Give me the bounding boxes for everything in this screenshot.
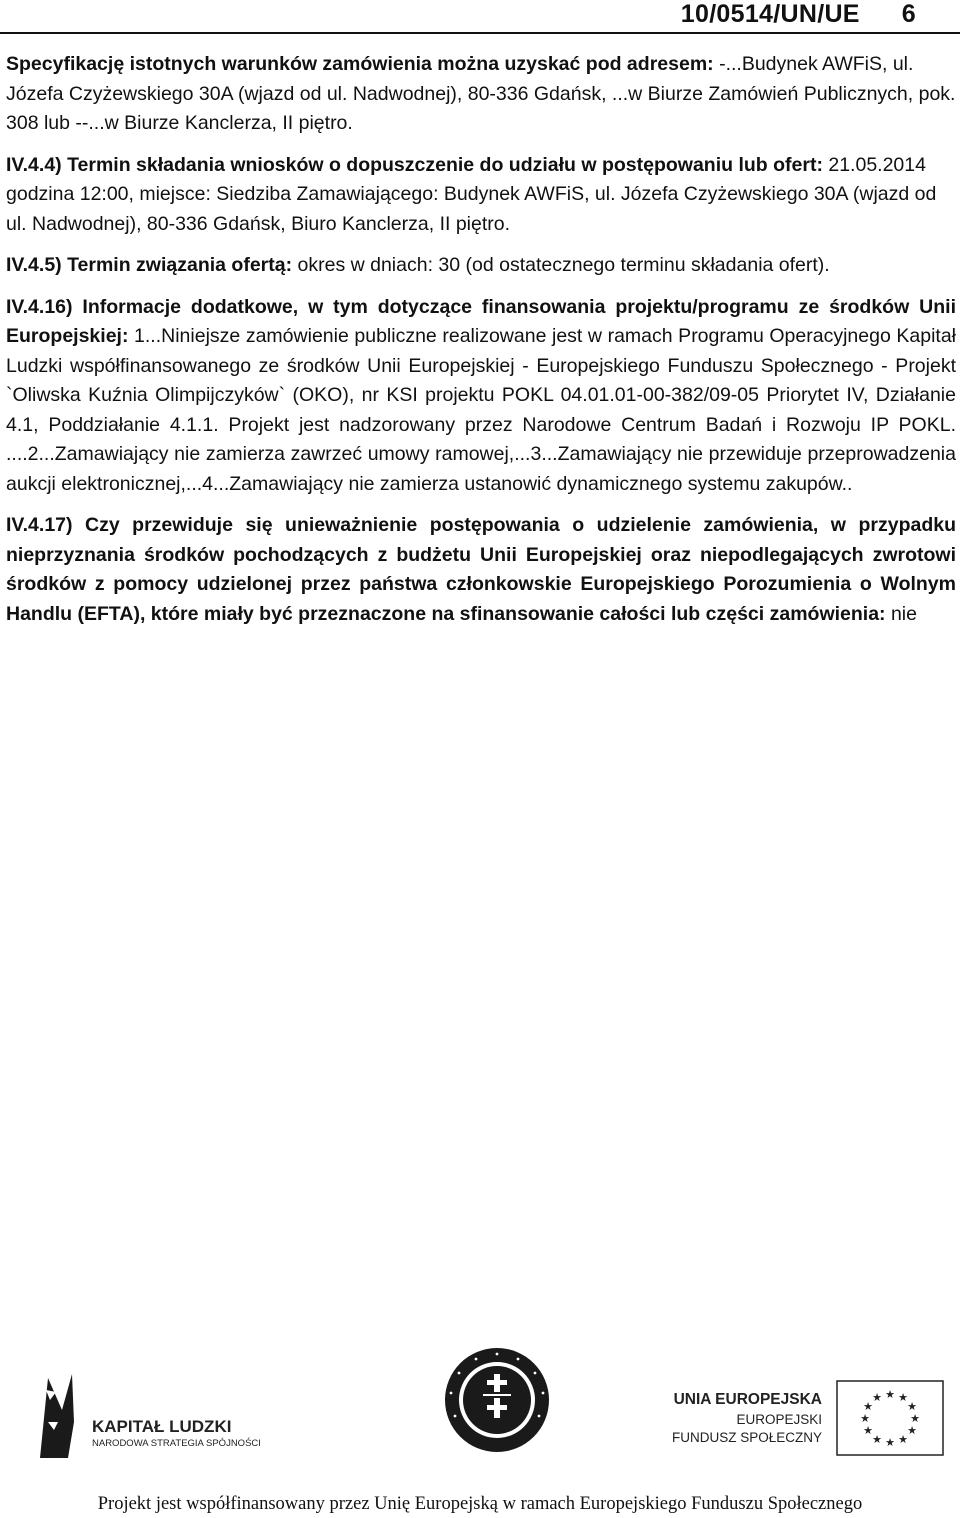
- ue-line1: UNIA EUROPEJSKA: [673, 1391, 822, 1408]
- paragraph-cancellation: [6, 511, 956, 629]
- kapital-ludzki-subtitle: NARODOWA STRATEGIA SPÓJNOŚCI: [92, 1438, 261, 1449]
- paragraph-heading: IV.4.4) Termin składania wniosków o dopuszczenie do udziału w postępowaniu lub ofert:: [6, 153, 823, 176]
- document-body: [6, 50, 956, 635]
- paragraph-additional-info: [6, 293, 956, 500]
- document-id: 10/0514/UN/UE: [680, 0, 860, 28]
- svg-text:★: ★: [863, 1400, 873, 1413]
- academy-seal: [443, 1346, 551, 1454]
- svg-text:★: ★: [860, 1412, 870, 1425]
- logo-strip: [0, 1350, 960, 1490]
- page-number: 6: [901, 0, 916, 28]
- paragraph-heading: IV.4.16) Informacje dodatkowe, w tym dotyczące finansowania projektu/programu ze środków Unii Europejskiej:: [6, 295, 956, 347]
- paragraph-text: 1...Niniejsze zamówienie publiczne realizowane jest w ramach Programu Operacyjnego Kapitał Ludzki współfinansowanego ze środków Unii Europejskiej - Europejskiego Funduszu Społecznego - Projekt `Oliwska Kuźnia Olimpijczyków` (OKO), nr KSI projektu POKL 04.01.01-00-382/09-05 Priorytet IV, Działanie 4.1, Poddziałanie 4.1.1. Projekt jest nadzorowany przez Narodowe Centrum Badań i Rozwoju IP POKL. ....2...Zamawiający nie zamierza zawrzeć umowy ramowej,...3...Zamawiający nie przewiduje przeprowadzenia aukcji elektronicznej,...4...Zamawiający nie zamierza ustanowić dynamicznego systemu zakupów..: [6, 325, 956, 495]
- header-rule: [0, 32, 960, 34]
- svg-text:★: ★: [863, 1424, 873, 1437]
- paragraph-heading: IV.4.5) Termin związania ofertą:: [6, 254, 293, 276]
- svg-text:★: ★: [907, 1400, 917, 1413]
- paragraph-heading: IV.4.17) Czy przewiduje się unieważnienie postępowania o udzielenie zamówienia, w przypadku nieprzyznania środków pochodzących z budżetu Unii Europejskiej oraz niepodlegających zwrotowi środków z pomocy udzielonej przez państwa członkowskie Europejskiego Porozumienia o Wolnym Handlu (EFTA), które miały być przeznaczone na sfinansowanie całości lub części zamówienia:: [6, 514, 956, 625]
- svg-text:★: ★: [885, 1388, 895, 1401]
- svg-text:★: ★: [885, 1436, 895, 1449]
- ue-efs-text-logo: [672, 1388, 828, 1454]
- svg-text:★: ★: [872, 1391, 882, 1404]
- paragraph-specification: [6, 50, 956, 139]
- paragraph-text: nie: [885, 602, 917, 625]
- kapital-ludzki-title: KAPITAŁ LUDZKI: [92, 1417, 232, 1436]
- kapital-ludzki-emblem-icon: [40, 1374, 74, 1458]
- paragraph-text: 21.05.2014 godzina 12:00, miejsce: Siedziba Zamawiającego: Budynek AWFiS, ul. Józefa Czyżewskiego 30A (wjazd od ul. Nadwodnej), 80-336 Gdańsk, Biuro Kanclerza, II piętro.: [6, 153, 937, 235]
- page-header: [681, 0, 916, 29]
- ue-line2: EUROPEJSKI: [736, 1412, 822, 1427]
- paragraph-deadline: [6, 151, 956, 240]
- svg-text:★: ★: [907, 1424, 917, 1437]
- paragraph-heading: Specyfikację istotnych warunków zamówienia można uzyskać pod adresem:: [6, 53, 714, 75]
- svg-text:★: ★: [910, 1412, 920, 1425]
- page-footer: Projekt jest współfinansowany przez Unię Europejską w ramach Europejskiego Funduszu Społecznego: [97, 1494, 863, 1514]
- paragraph-text: -...Budynek AWFiS, ul. Józefa Czyżewskiego 30A (wjazd od ul. Nadwodnej), 80-336 Gdańsk, ...w Biurze Zamówień Publicznych, pok. 308 lub --...w Biurze Kanclerza, II piętro.: [6, 53, 956, 134]
- paragraph-binding-period: [6, 251, 956, 281]
- svg-text:★: ★: [872, 1433, 882, 1446]
- ue-line3: FUNDUSZ SPOŁECZNY: [672, 1430, 822, 1445]
- eu-flag-icon: [836, 1380, 944, 1456]
- svg-text:★: ★: [898, 1433, 908, 1446]
- kapital-ludzki-logo: [38, 1370, 268, 1460]
- svg-text:★: ★: [898, 1391, 908, 1404]
- paragraph-text: okres w dniach: 30 (od ostatecznego terminu składania ofert).: [292, 254, 830, 276]
